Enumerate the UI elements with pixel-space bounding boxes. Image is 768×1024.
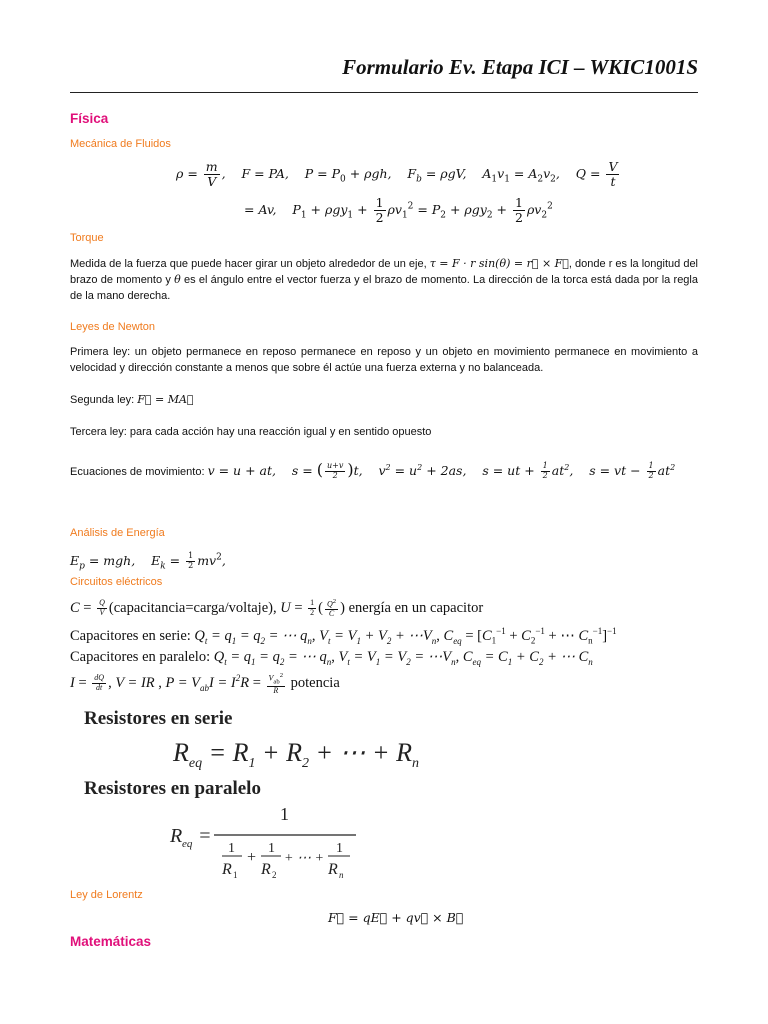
motion-equations: Ecuaciones de movimiento: v = u + at, s = ( $\frac{u+v}{2}$ )t, $v^2 = u^2 + 2as$, s = ut + $\frac{1}{2}$ $at^2$, s = vt − $\frac{1}{2}$ $at^2$ [70,460,676,481]
newton-third-law: Tercera ley: para cada acción hay una reacción igual y en sentido opuesto [70,426,432,438]
resistors-series-formula: $R_{eq} = R_1 + R_2$ + ⋯ + $R_n$ [173,738,419,772]
motion-label: Ecuaciones de movimiento: [70,466,208,479]
section-heading-matematicas: Matemáticas [70,934,152,949]
svg-text:R: R [261,861,271,878]
resistors-parallel-title: Resistores en paralelo [84,778,261,799]
capacitors-parallel-line: Capacitores en paralelo: $Q_t = q_1 = q_2$ = ⋯ $q_n$, $V_t = V_1 = V_2$ = $\cdots V_n$, $C_{eq} = C_1 + C_2$ + ⋯ $C_n$ [70,649,593,667]
subheading-fluidos: Mecánica de Fluidos [70,138,171,150]
svg-text:n: n [339,870,344,880]
subheading-torque: Torque [70,232,104,244]
page-header-title: Formulario Ev. Etapa ICI – WKIC1001S [342,55,698,79]
svg-text:1: 1 [280,804,289,824]
torque-text-a: Medida de la fuerza que puede hacer girar un objeto alrededor de un eje, [70,258,430,270]
capacitor-energy-text: energía en un capacitor [348,599,484,616]
resistors-parallel-formula [168,800,368,880]
svg-text:1: 1 [228,841,235,856]
section-heading-fisica: Física [70,111,109,126]
svg-text:R: R [328,861,338,878]
svg-text:R: R [170,825,183,847]
torque-text-b: , donde r es la longitud del brazo de momento y [70,258,699,286]
svg-text:1: 1 [336,841,343,856]
energy-equations: $E_p$ = mgh, $E_k$ = $\frac{1}{2}$ $mv^2$, [70,551,226,572]
theta-symbol: θ [174,273,181,286]
capacitors-series-line: Capacitores en serie: $Q_t = q_1 = q_2$ = ⋯ $q_n$, $V_t = V_1 + V_2$ + $\cdots V_n$, $C_{eq} = [C_1^{-1} + C_2^{-1}$ + ⋯ $C_n^{-1}]^{-1}$ [70,626,617,646]
subheading-circuitos: Circuitos eléctricos [70,576,163,588]
svg-text:+ ⋯ +: + ⋯ + [284,851,324,866]
capacitance-line: C = $\frac{Q}{V}$ (capacitancia=carga/voltaje), U = $\frac{1}{2}$ ( $\frac{Q^2}{C}$ ) energía en un capacitor [70,598,484,619]
svg-text:R: R [222,861,232,878]
torque-formula: τ = F · r sin(θ) = r⃗ × F⃗ [429,257,569,270]
svg-text:=: = [198,825,212,847]
capacitance-text: (capacitancia=carga/voltaje), [108,599,281,616]
subheading-lorentz: Ley de Lorentz [70,889,143,901]
series-label: Capacitores en serie: [70,627,195,644]
lorentz-formula: F⃗ = qE⃗ + qv⃗ × B⃗ [328,910,464,925]
resistors-series-title: Resistores en serie [84,708,233,729]
newton-first-law: Primera ley: un objeto permanece en reposo permanece en reposo y un objeto en movimiento permanece en movimiento a velocidad y dirección constante a menos que sobre él actúe una fuerza externa y no balanceada. [70,346,698,374]
power-text: potencia [290,675,340,692]
second-law-label: Segunda ley: [70,394,138,406]
header-divider [70,92,698,93]
svg-text:1: 1 [268,841,275,856]
fluid-equations-line1: ρ = $\frac{m}{V}$ , F = PA, $P = P_0 + \rho gh$, $F_b = \rho gV$, $A_1v_1 = A_2v_2$, Q = $\frac{V}{t}$ [176,159,618,189]
torque-paragraph [70,256,698,304]
svg-text:2: 2 [272,870,277,880]
newton-second-law [70,392,698,408]
resistor-formulas-image [78,708,419,880]
subheading-energia: Análisis de Energía [70,527,165,539]
second-law-formula: F⃗ = MA⃗ [137,393,194,406]
subheading-newton: Leyes de Newton [70,321,155,333]
svg-text:1: 1 [233,870,238,880]
torque-text-c: es el ángulo entre el vector fuerza y el brazo de momento. La dirección de la torca está dada por la regla de la mano derecha. [70,274,698,302]
current-power-line: I = $\frac{dQ}{dt}$ , V = IR , $P = V_{ab}I = I^2R$ = $\frac{V_{ab}^2}{R}$ potencia [70,672,340,695]
fluid-equations-line2: = Av, $P_1 + \rho gy_1$ + $\frac{1}{2}$ $\rho v_1^2 = P_2 + \rho gy_2$ + $\frac{1}{2}$ $\rho v_2^2$ [244,195,553,225]
svg-text:eq: eq [182,838,193,850]
parallel-label: Capacitores en paralelo: [70,649,214,665]
svg-text:+: + [246,849,257,866]
